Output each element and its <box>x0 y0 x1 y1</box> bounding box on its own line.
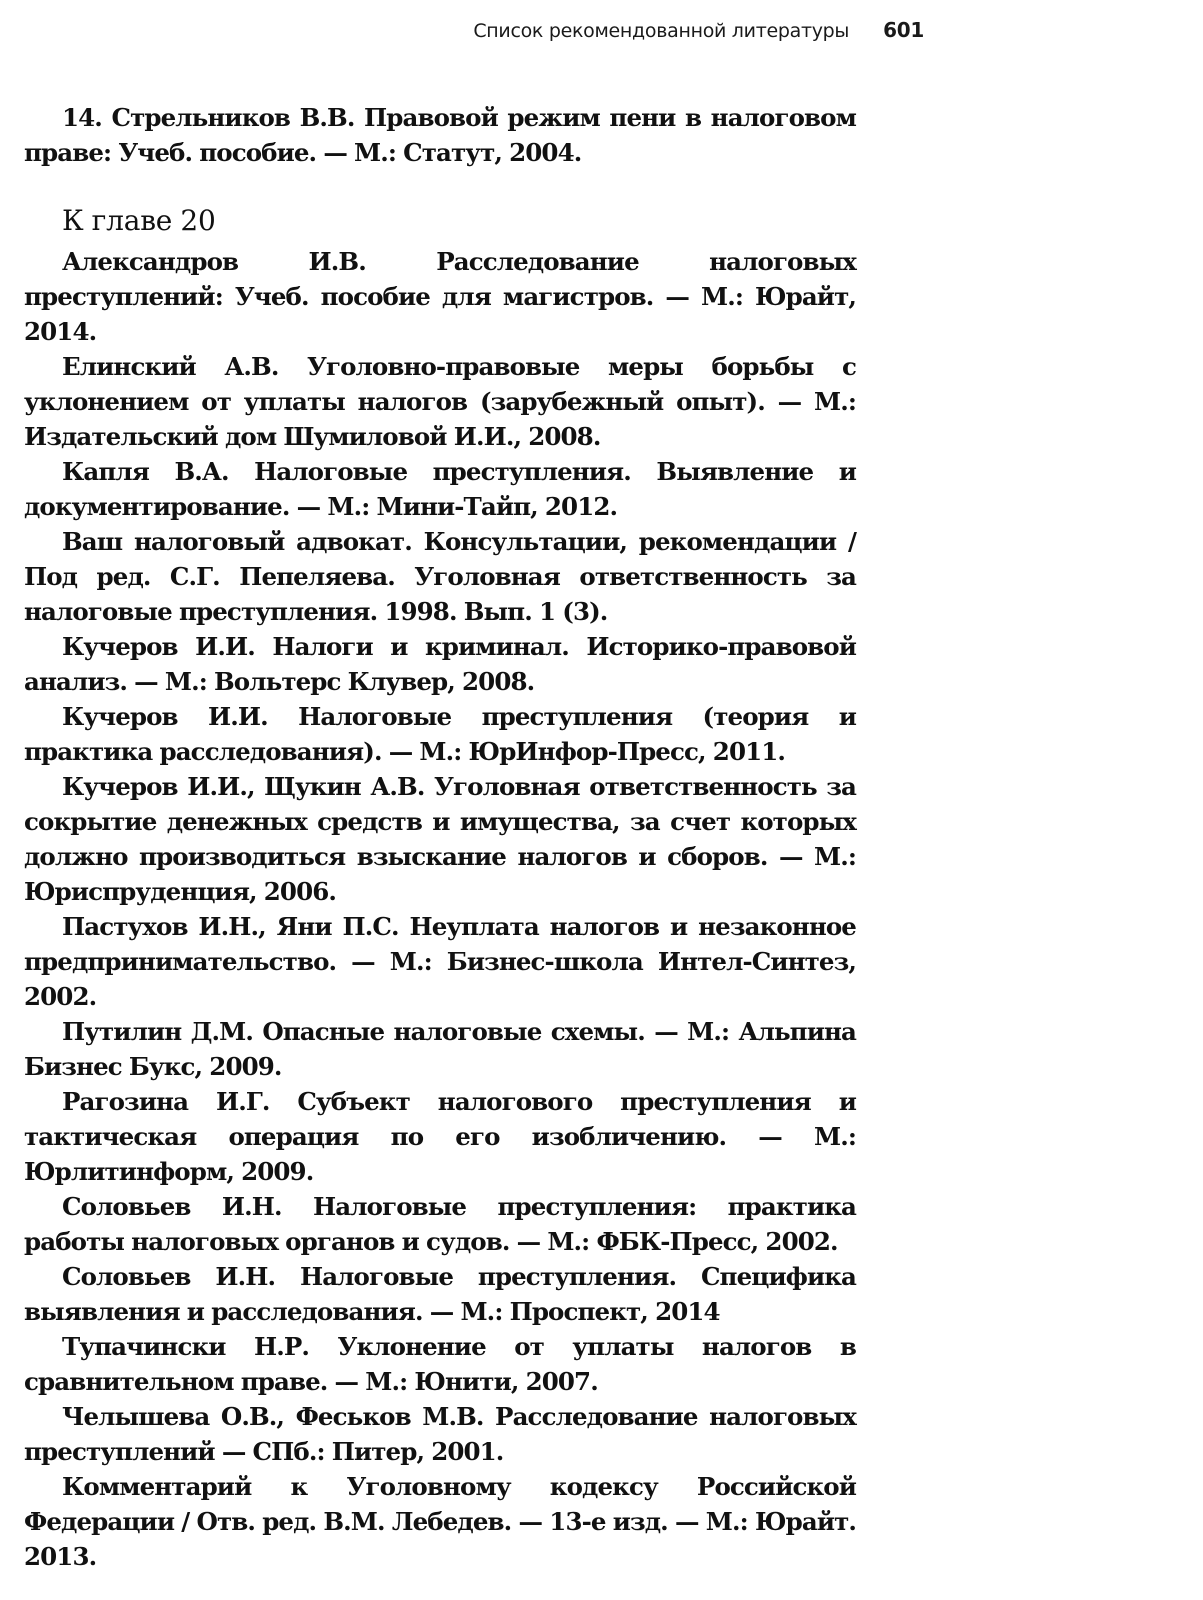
reference-entry: Александров И.В. Расследование налоговых преступлений: Учеб. пособие для магистров. — М.: Юрайт, 2014. <box>24 247 856 346</box>
running-header <box>24 18 924 42</box>
bibliography-body <box>24 100 856 1574</box>
reference-entry: Пастухов И.Н., Яни П.С. Неуплата налогов и незаконное предпринимательство. — М.: Бизнес-школа Интел-Синтез, 2002. <box>24 912 856 1011</box>
chapter-heading: К главе 20 <box>62 204 216 237</box>
reference-entry: Тупачински Н.Р. Уклонение от уплаты налогов в сравнительном праве. — М.: Юнити, 2007. <box>24 1332 856 1396</box>
reference-entry: Кучеров И.И. Налоговые преступления (теория и практика расследования). — М.: ЮрИнфор-Пресс, 2011. <box>24 702 856 766</box>
running-title: Список рекомендованной литературы <box>473 20 850 42</box>
reference-entry: Кучеров И.И., Щукин А.В. Уголовная ответственность за сокрытие денежных средств и имущества, за счет которых должно производиться взыскание налогов и сборов. — М.: Юриспруденция, 2006. <box>24 772 856 906</box>
reference-entry: Челышева О.В., Феськов М.В. Расследование налоговых преступлений — СПб.: Питер, 2001. <box>24 1402 856 1466</box>
reference-entry: Кучеров И.И. Налоги и криминал. Историко-правовой анализ. — М.: Вольтерс Клувер, 2008. <box>24 632 856 696</box>
reference-entry: Елинский А.В. Уголовно-правовые меры борьбы с уклонением от уплаты налогов (зарубежный опыт). — М.: Издательский дом Шумиловой И.И., 2008. <box>24 352 856 451</box>
reference-entry: Капля В.А. Налоговые преступления. Выявление и документирование. — М.: Мини-Тайп, 2012. <box>24 457 856 521</box>
reference-entry: Путилин Д.М. Опасные налоговые схемы. — М.: Альпина Бизнес Букс, 2009. <box>24 1017 856 1081</box>
reference-entry: Рагозина И.Г. Субъект налогового преступления и тактическая операция по его изобличению. — М.: Юрлитинформ, 2009. <box>24 1087 856 1186</box>
page-number: 601 <box>883 18 924 42</box>
reference-entry: 14. Стрельников В.В. Правовой режим пени в налоговом праве: Учеб. пособие. — М.: Статут, 2004. <box>24 103 856 167</box>
reference-entry: Комментарий к Уголовному кодексу Российской Федерации / Отв. ред. В.М. Лебедев. — 13-е изд. — М.: Юрайт. 2013. <box>24 1472 856 1571</box>
reference-entry: Соловьев И.Н. Налоговые преступления. Специфика выявления и расследования. — М.: Проспект, 2014 <box>24 1262 856 1326</box>
reference-entry: Ваш налоговый адвокат. Консультации, рекомендации / Под ред. С.Г. Пепеляева. Уголовная ответственность за налоговые преступления. 1998. Вып. 1 (3). <box>24 527 856 626</box>
reference-entry: Соловьев И.Н. Налоговые преступления: практика работы налоговых органов и судов. — М.: ФБК-Пресс, 2002. <box>24 1192 856 1256</box>
